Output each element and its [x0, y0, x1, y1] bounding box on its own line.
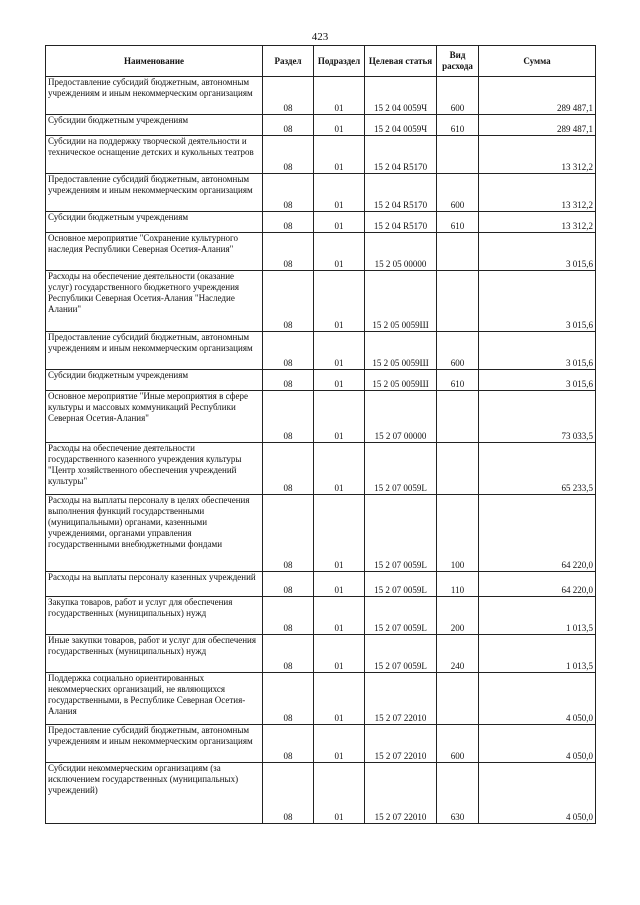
row-sum-cell: 1 013,5: [479, 635, 596, 673]
row-target-cell: 15 2 07 0059L: [365, 443, 437, 495]
row-type-cell: [437, 391, 479, 443]
row-name-cell: Предоставление субсидий бюджетным, автономным учреждениям и иным некоммерческим организациям: [46, 725, 263, 763]
row-sum-cell: 3 015,6: [479, 271, 596, 332]
row-type-cell: 610: [437, 370, 479, 391]
row-name-cell: Субсидии некоммерческим организациям (за исключением государственных (муниципальных) учреждений): [46, 763, 263, 824]
header-row: [46, 46, 596, 77]
row-type-cell: 630: [437, 763, 479, 824]
header-type: Вид расхода: [437, 46, 479, 77]
row-target-cell: 15 2 05 00000: [365, 233, 437, 271]
row-type-cell: [437, 233, 479, 271]
row-target-cell: 15 2 05 0059Ш: [365, 370, 437, 391]
row-section-cell: 08: [263, 495, 314, 572]
row-subsection-cell: 01: [314, 370, 365, 391]
header-target: Целевая статья: [365, 46, 437, 77]
row-target-cell: 15 2 04 0059Ч: [365, 115, 437, 136]
table-row: [46, 391, 596, 443]
header-sum: Сумма: [479, 46, 596, 77]
row-target-cell: 15 2 05 0059Ш: [365, 271, 437, 332]
row-type-cell: 600: [437, 725, 479, 763]
row-subsection-cell: 01: [314, 136, 365, 174]
row-name-cell: Субсидии на поддержку творческой деятельности и техническое оснащение детских и кукольных театров: [46, 136, 263, 174]
row-name-cell: Субсидии бюджетным учреждениям: [46, 115, 263, 136]
row-target-cell: 15 2 04 R5170: [365, 212, 437, 233]
row-section-cell: 08: [263, 332, 314, 370]
table-row: [46, 495, 596, 572]
page-number: 423: [311, 31, 329, 43]
row-sum-cell: 13 312,2: [479, 212, 596, 233]
header-section: Раздел: [263, 46, 314, 77]
table-row: [46, 725, 596, 763]
row-subsection-cell: 01: [314, 212, 365, 233]
row-type-cell: [437, 271, 479, 332]
table-row: [46, 332, 596, 370]
row-target-cell: 15 2 07 22010: [365, 673, 437, 725]
row-target-cell: 15 2 07 00000: [365, 391, 437, 443]
row-section-cell: 08: [263, 174, 314, 212]
row-subsection-cell: 01: [314, 77, 365, 115]
row-sum-cell: 3 015,6: [479, 332, 596, 370]
row-subsection-cell: 01: [314, 443, 365, 495]
row-type-cell: 610: [437, 115, 479, 136]
row-subsection-cell: 01: [314, 635, 365, 673]
row-subsection-cell: 01: [314, 495, 365, 572]
row-type-cell: [437, 136, 479, 174]
table-row: [46, 233, 596, 271]
row-subsection-cell: 01: [314, 391, 365, 443]
row-section-cell: 08: [263, 212, 314, 233]
table-row: [46, 271, 596, 332]
row-name-cell: Предоставление субсидий бюджетным, автономным учреждениям и иным некоммерческим организациям: [46, 332, 263, 370]
table-row: [46, 212, 596, 233]
row-section-cell: 08: [263, 673, 314, 725]
header-name: Наименование: [46, 46, 263, 77]
row-sum-cell: 289 487,1: [479, 77, 596, 115]
row-name-cell: Предоставление субсидий бюджетным, автономным учреждениям и иным некоммерческим организациям: [46, 174, 263, 212]
row-subsection-cell: 01: [314, 271, 365, 332]
row-sum-cell: 4 050,0: [479, 725, 596, 763]
row-name-cell: Расходы на обеспечение деятельности (оказание услуг) государственного бюджетного учреждения Республики Северная Осетия-Алания "Наследие Алании": [46, 271, 263, 332]
row-target-cell: 15 2 07 0059L: [365, 572, 437, 597]
row-type-cell: 240: [437, 635, 479, 673]
table-row: [46, 174, 596, 212]
row-type-cell: [437, 673, 479, 725]
row-target-cell: 15 2 04 R5170: [365, 136, 437, 174]
row-name-cell: Расходы на обеспечение деятельности государственного казенного учреждения культуры "Центр хозяйственного обеспечения учреждений культуры": [46, 443, 263, 495]
row-target-cell: 15 2 05 0059Ш: [365, 332, 437, 370]
row-type-cell: 100: [437, 495, 479, 572]
row-sum-cell: 1 013,5: [479, 597, 596, 635]
row-name-cell: Закупка товаров, работ и услуг для обеспечения государственных (муниципальных) нужд: [46, 597, 263, 635]
row-type-cell: 200: [437, 597, 479, 635]
budget-table: [45, 45, 596, 824]
row-target-cell: 15 2 07 22010: [365, 725, 437, 763]
row-section-cell: 08: [263, 443, 314, 495]
row-name-cell: Основное мероприятие "Сохранение культурного наследия Республики Северная Осетия-Алания": [46, 233, 263, 271]
row-type-cell: 600: [437, 332, 479, 370]
row-sum-cell: 3 015,6: [479, 233, 596, 271]
table-row: [46, 443, 596, 495]
row-section-cell: 08: [263, 136, 314, 174]
row-section-cell: 08: [263, 763, 314, 824]
row-type-cell: 610: [437, 212, 479, 233]
row-type-cell: [437, 443, 479, 495]
row-type-cell: 600: [437, 77, 479, 115]
row-sum-cell: 289 487,1: [479, 115, 596, 136]
row-name-cell: Предоставление субсидий бюджетным, автономным учреждениям и иным некоммерческим организациям: [46, 77, 263, 115]
row-section-cell: 08: [263, 77, 314, 115]
row-section-cell: 08: [263, 370, 314, 391]
table-row: [46, 597, 596, 635]
table-row: [46, 115, 596, 136]
row-sum-cell: 3 015,6: [479, 370, 596, 391]
row-name-cell: Расходы на выплаты персоналу в целях обеспечения выполнения функций государственными (муниципальными) органами, казенными учреждениями, органами управления государственными внебюджетными фондами: [46, 495, 263, 572]
row-sum-cell: 4 050,0: [479, 763, 596, 824]
table-row: [46, 763, 596, 824]
row-subsection-cell: 01: [314, 725, 365, 763]
table-row: [46, 673, 596, 725]
row-name-cell: Основное мероприятие "Иные мероприятия в сфере культуры и массовых коммуникаций Республики Северная Осетия-Алания": [46, 391, 263, 443]
header-subsection: Подраздел: [314, 46, 365, 77]
row-target-cell: 15 2 07 0059L: [365, 597, 437, 635]
row-target-cell: 15 2 07 0059L: [365, 635, 437, 673]
row-name-cell: Субсидии бюджетным учреждениям: [46, 370, 263, 391]
row-section-cell: 08: [263, 572, 314, 597]
row-name-cell: Иные закупки товаров, работ и услуг для обеспечения государственных (муниципальных) нужд: [46, 635, 263, 673]
row-section-cell: 08: [263, 725, 314, 763]
row-section-cell: 08: [263, 635, 314, 673]
row-name-cell: Субсидии бюджетным учреждениям: [46, 212, 263, 233]
row-subsection-cell: 01: [314, 233, 365, 271]
table-row: [46, 136, 596, 174]
row-name-cell: Поддержка социально ориентированных некоммерческих организаций, не являющихся государственными, в Республике Северная Осетия-Алания: [46, 673, 263, 725]
row-sum-cell: 64 220,0: [479, 495, 596, 572]
table-row: [46, 77, 596, 115]
row-section-cell: 08: [263, 233, 314, 271]
row-sum-cell: 64 220,0: [479, 572, 596, 597]
row-sum-cell: 13 312,2: [479, 174, 596, 212]
row-sum-cell: 65 233,5: [479, 443, 596, 495]
table-row: [46, 572, 596, 597]
row-target-cell: 15 2 04 R5170: [365, 174, 437, 212]
row-sum-cell: 73 033,5: [479, 391, 596, 443]
row-section-cell: 08: [263, 391, 314, 443]
row-name-cell: Расходы на выплаты персоналу казенных учреждений: [46, 572, 263, 597]
row-subsection-cell: 01: [314, 332, 365, 370]
table-row: [46, 370, 596, 391]
row-subsection-cell: 01: [314, 763, 365, 824]
row-target-cell: 15 2 07 22010: [365, 763, 437, 824]
row-subsection-cell: 01: [314, 174, 365, 212]
row-type-cell: 110: [437, 572, 479, 597]
row-sum-cell: 13 312,2: [479, 136, 596, 174]
row-subsection-cell: 01: [314, 572, 365, 597]
row-section-cell: 08: [263, 115, 314, 136]
row-target-cell: 15 2 07 0059L: [365, 495, 437, 572]
row-type-cell: 600: [437, 174, 479, 212]
row-section-cell: 08: [263, 597, 314, 635]
row-target-cell: 15 2 04 0059Ч: [365, 77, 437, 115]
table-row: [46, 635, 596, 673]
row-subsection-cell: 01: [314, 597, 365, 635]
row-sum-cell: 4 050,0: [479, 673, 596, 725]
row-subsection-cell: 01: [314, 115, 365, 136]
row-subsection-cell: 01: [314, 673, 365, 725]
row-section-cell: 08: [263, 271, 314, 332]
